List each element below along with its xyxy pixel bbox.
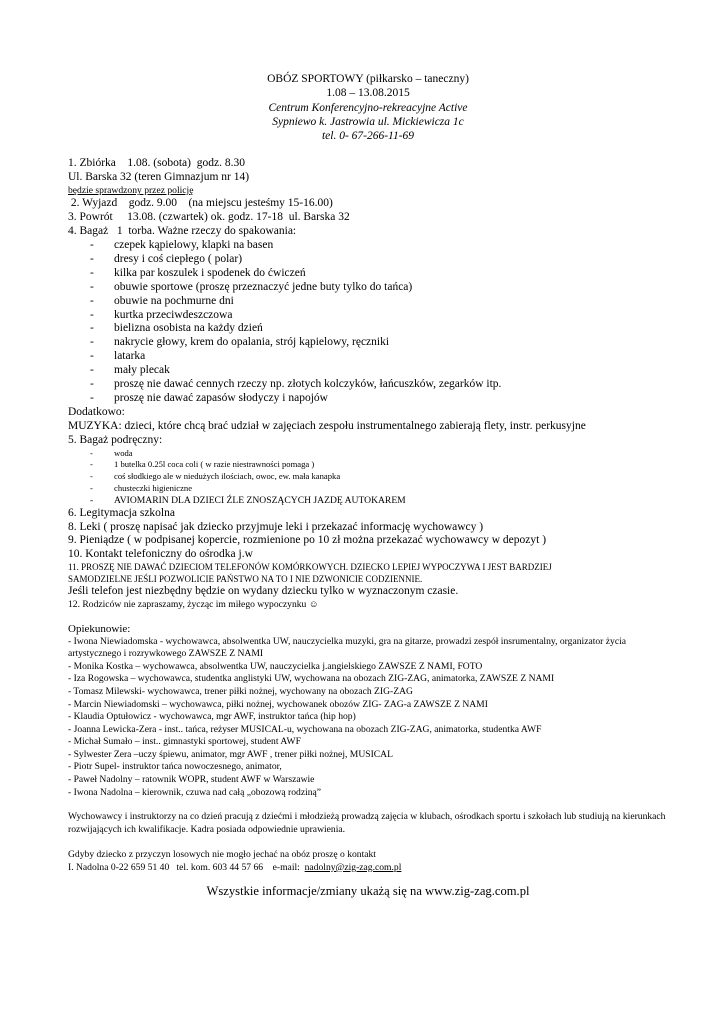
staff-paragraph: Wychowawcy i instruktorzy na co dzień pracują z dziećmi i młodzieżą prowadzą zajęcia w klubach, ośrodkach sportu i szkołach lub studiują na kierunkach rozwijających ich kwalifikacje. Kadra posiada odpowiednie uprawienia. bbox=[68, 811, 666, 836]
list-item: - 1 butelka 0.25l coca coli ( w razie niestrawności pomaga ) bbox=[68, 459, 668, 471]
camp-dates: 1.08 – 13.08.2015 bbox=[326, 87, 410, 100]
section-medicines: 8. Leki ( proszę napisać jak dziecko przyjmuje leki i przekazać informację wychowawcy ) bbox=[68, 520, 484, 533]
camp-title: OBÓZ SPORTOWY (piłkarsko – taneczny) bbox=[267, 73, 469, 85]
list-item: - woda bbox=[68, 448, 668, 460]
staff-item: - Iza Rogowska – wychowawca, studentka anglistyki UW, wychowana na obozach ZIG-ZAG, animatorka, ZAWSZE Z NAMI bbox=[68, 673, 555, 685]
section-luggage: 4. Bagaż 1 torba. Ważne rzeczy do spakowania: bbox=[68, 225, 297, 238]
police-check-note: będzie sprawdzony przez policję bbox=[68, 185, 194, 197]
document-header bbox=[68, 72, 668, 143]
footer-note: Wszystkie informacje/zmiany ukażą się na www.zig-zag.com.pl bbox=[206, 884, 530, 899]
section-parents: 12. Rodziców nie zapraszamy, życząc im miłego wypoczynku ☺ bbox=[68, 598, 319, 610]
section-no-phones: 11. PROSZĘ NIE DAWAĆ DZIECIOM TELEFONÓW KOMÓRKOWYCH. DZIECKO LEPIEJ WYPOCZYWA I JEST BARDZIEJ bbox=[68, 562, 552, 573]
camp-address: Sypniewo k. Jastrowia ul. Mickiewicza 1c bbox=[272, 115, 464, 128]
section-school-id: 6. Legitymacja szkolna bbox=[68, 506, 175, 519]
list-item: - bielizna osobista na każdy dzień bbox=[68, 322, 668, 336]
contact-section bbox=[68, 849, 668, 875]
list-item: - mały plecak bbox=[68, 364, 668, 378]
contact-details bbox=[68, 862, 668, 875]
staff-item: - Joanna Lewicka-Zera - inst.. tańca, reżyser MUSICAL-u, wychowana na obozach ZIG-ZAG, animatorka, studentka AWF bbox=[68, 723, 542, 735]
section-departure: 2. Wyjazd godz. 9.00 (na miejscu jesteśmy 15-16.00) bbox=[68, 197, 333, 210]
staff-section bbox=[68, 623, 668, 799]
list-item: - kurtka przeciwdeszczowa bbox=[68, 309, 668, 323]
camp-phone: tel. 0- 67-266-11-69 bbox=[321, 130, 415, 143]
hand-luggage-list bbox=[68, 448, 668, 507]
contact-phones: I. Nadolna 0-22 659 51 40 tel. kom. 603 44 57 66 e-mail: bbox=[68, 861, 305, 873]
list-item: - chusteczki higieniczne bbox=[68, 483, 668, 495]
staff-item: - Marcin Niewiadomski – wychowawca, piłki nożnej, wychowanek obozów ZIG- ZAG-a ZAWSZE Z NAMI bbox=[68, 698, 488, 710]
list-item: - obuwie sportowe (proszę przeznaczyć jedne buty tylko do tańca) bbox=[68, 281, 668, 295]
staff-item: - Paweł Nadolny – ratownik WOPR, student AWF w Warszawie bbox=[68, 774, 315, 786]
instructions-body bbox=[68, 157, 668, 899]
list-item: - obuwie na pochmurne dni bbox=[68, 295, 668, 309]
list-item: - coś słodkiego ale w niedużych ilościach, owoc, ew. mała kanapka bbox=[68, 471, 668, 483]
list-item: - latarka bbox=[68, 350, 668, 364]
contact-intro: Gdyby dziecko z przyczyn losowych nie mogło jechać na obóz proszę o kontakt bbox=[68, 848, 376, 860]
section-hand-luggage: 5. Bagaż podręczny: bbox=[68, 433, 163, 446]
list-item: - kilka par koszulek i spodenek do ćwiczeń bbox=[68, 267, 668, 281]
list-item: - proszę nie dawać cennych rzeczy np. złotych kolczyków, łańcuszków, zegarków itp. bbox=[68, 378, 668, 392]
luggage-list bbox=[68, 239, 668, 406]
staff-item: - Michał Sumało – inst.. gimnastyki sportowej, student AWF bbox=[68, 736, 301, 748]
list-item: - czepek kąpielowy, klapki na basen bbox=[68, 239, 668, 253]
section-gathering: 1. Zbiórka 1.08. (sobota) godz. 8.30 bbox=[68, 157, 245, 170]
list-item: - proszę nie dawać zapasów słodyczy i napojów bbox=[68, 392, 668, 406]
section-return: 3. Powrót 13.08. (czwartek) ok. godz. 17-18 ul. Barska 32 bbox=[68, 211, 350, 224]
document-page bbox=[68, 72, 668, 899]
staff-label: Opiekunowie: bbox=[68, 622, 131, 635]
camp-venue: Centrum Konferencyjno-rekreacyjne Active bbox=[268, 101, 468, 114]
staff-item: - Iwona Niewiadomska - wychowawca, absolwentka UW, nauczycielka muzyki, gra na gitarze, prowadzi zespół insrumentalny, organizator życia artystycznego i rozrywkowego ZAWSZE Z NAMI bbox=[68, 635, 627, 660]
music-note: MUZYKA: dzieci, które chcą brać udział w zajęciach zespołu instrumentalnego zabierają flety, instr. perkusyjne bbox=[68, 419, 586, 432]
list-item: - AVIOMARIN DLA DZIECI ŹLE ZNOSZĄCYCH JAZDĘ AUTOKAREM bbox=[68, 495, 668, 507]
staff-item: - Tomasz Milewski- wychowawca, trener piłki nożnej, wychowany na obozach ZIG-ZAG bbox=[68, 685, 413, 697]
staff-item: - Monika Kostka – wychowawca, absolwentka UW, nauczycielka j.angielskiego ZAWSZE Z NAMI, FOTO bbox=[68, 660, 483, 672]
list-item: - dresy i coś ciepłego ( polar) bbox=[68, 253, 668, 267]
staff-item: - Iwona Nadolna – kierownik, czuwa nad całą „obozową rodziną” bbox=[68, 786, 322, 798]
list-item: - nakrycie głowy, krem do opalania, strój kąpielowy, ręczniki bbox=[68, 336, 668, 350]
staff-item: - Piotr Supel- instruktor tańca nowoczesnego, animator, bbox=[68, 761, 282, 773]
staff-item: - Klaudia Optułowicz - wychowawca, mgr AWF, instruktor tańca (hip hop) bbox=[68, 711, 356, 723]
section-phone-note: Jeśli telefon jest niezbędny będzie on wydany dziecku tylko w wyznaczonym czasie. bbox=[68, 585, 459, 598]
section-phone-contact: 10. Kontakt telefoniczny do ośrodka j.w bbox=[68, 548, 253, 561]
contact-email-link[interactable]: nadolny@zig-zag.com.pl bbox=[304, 861, 402, 873]
section-money: 9. Pieniądze ( w podpisanej kopercie, rozmienione po 10 zł można przekazać wychowawcy w depozyt ) bbox=[68, 534, 547, 547]
section-no-phones-cont: SAMODZIELNE JEŚLI POZWOLICIE PAŃSTWO NA TO I NIE DZWONICIE CODZIENNIE. bbox=[68, 573, 423, 584]
staff-item: - Sylwester Zera –uczy śpiewu, animator, mgr AWF , trener piłki nożnej, MUSICAL bbox=[68, 748, 393, 760]
section-gathering-place: Ul. Barska 32 (teren Gimnazjum nr 14) bbox=[68, 171, 250, 184]
extra-label: Dodatkowo: bbox=[68, 405, 125, 418]
